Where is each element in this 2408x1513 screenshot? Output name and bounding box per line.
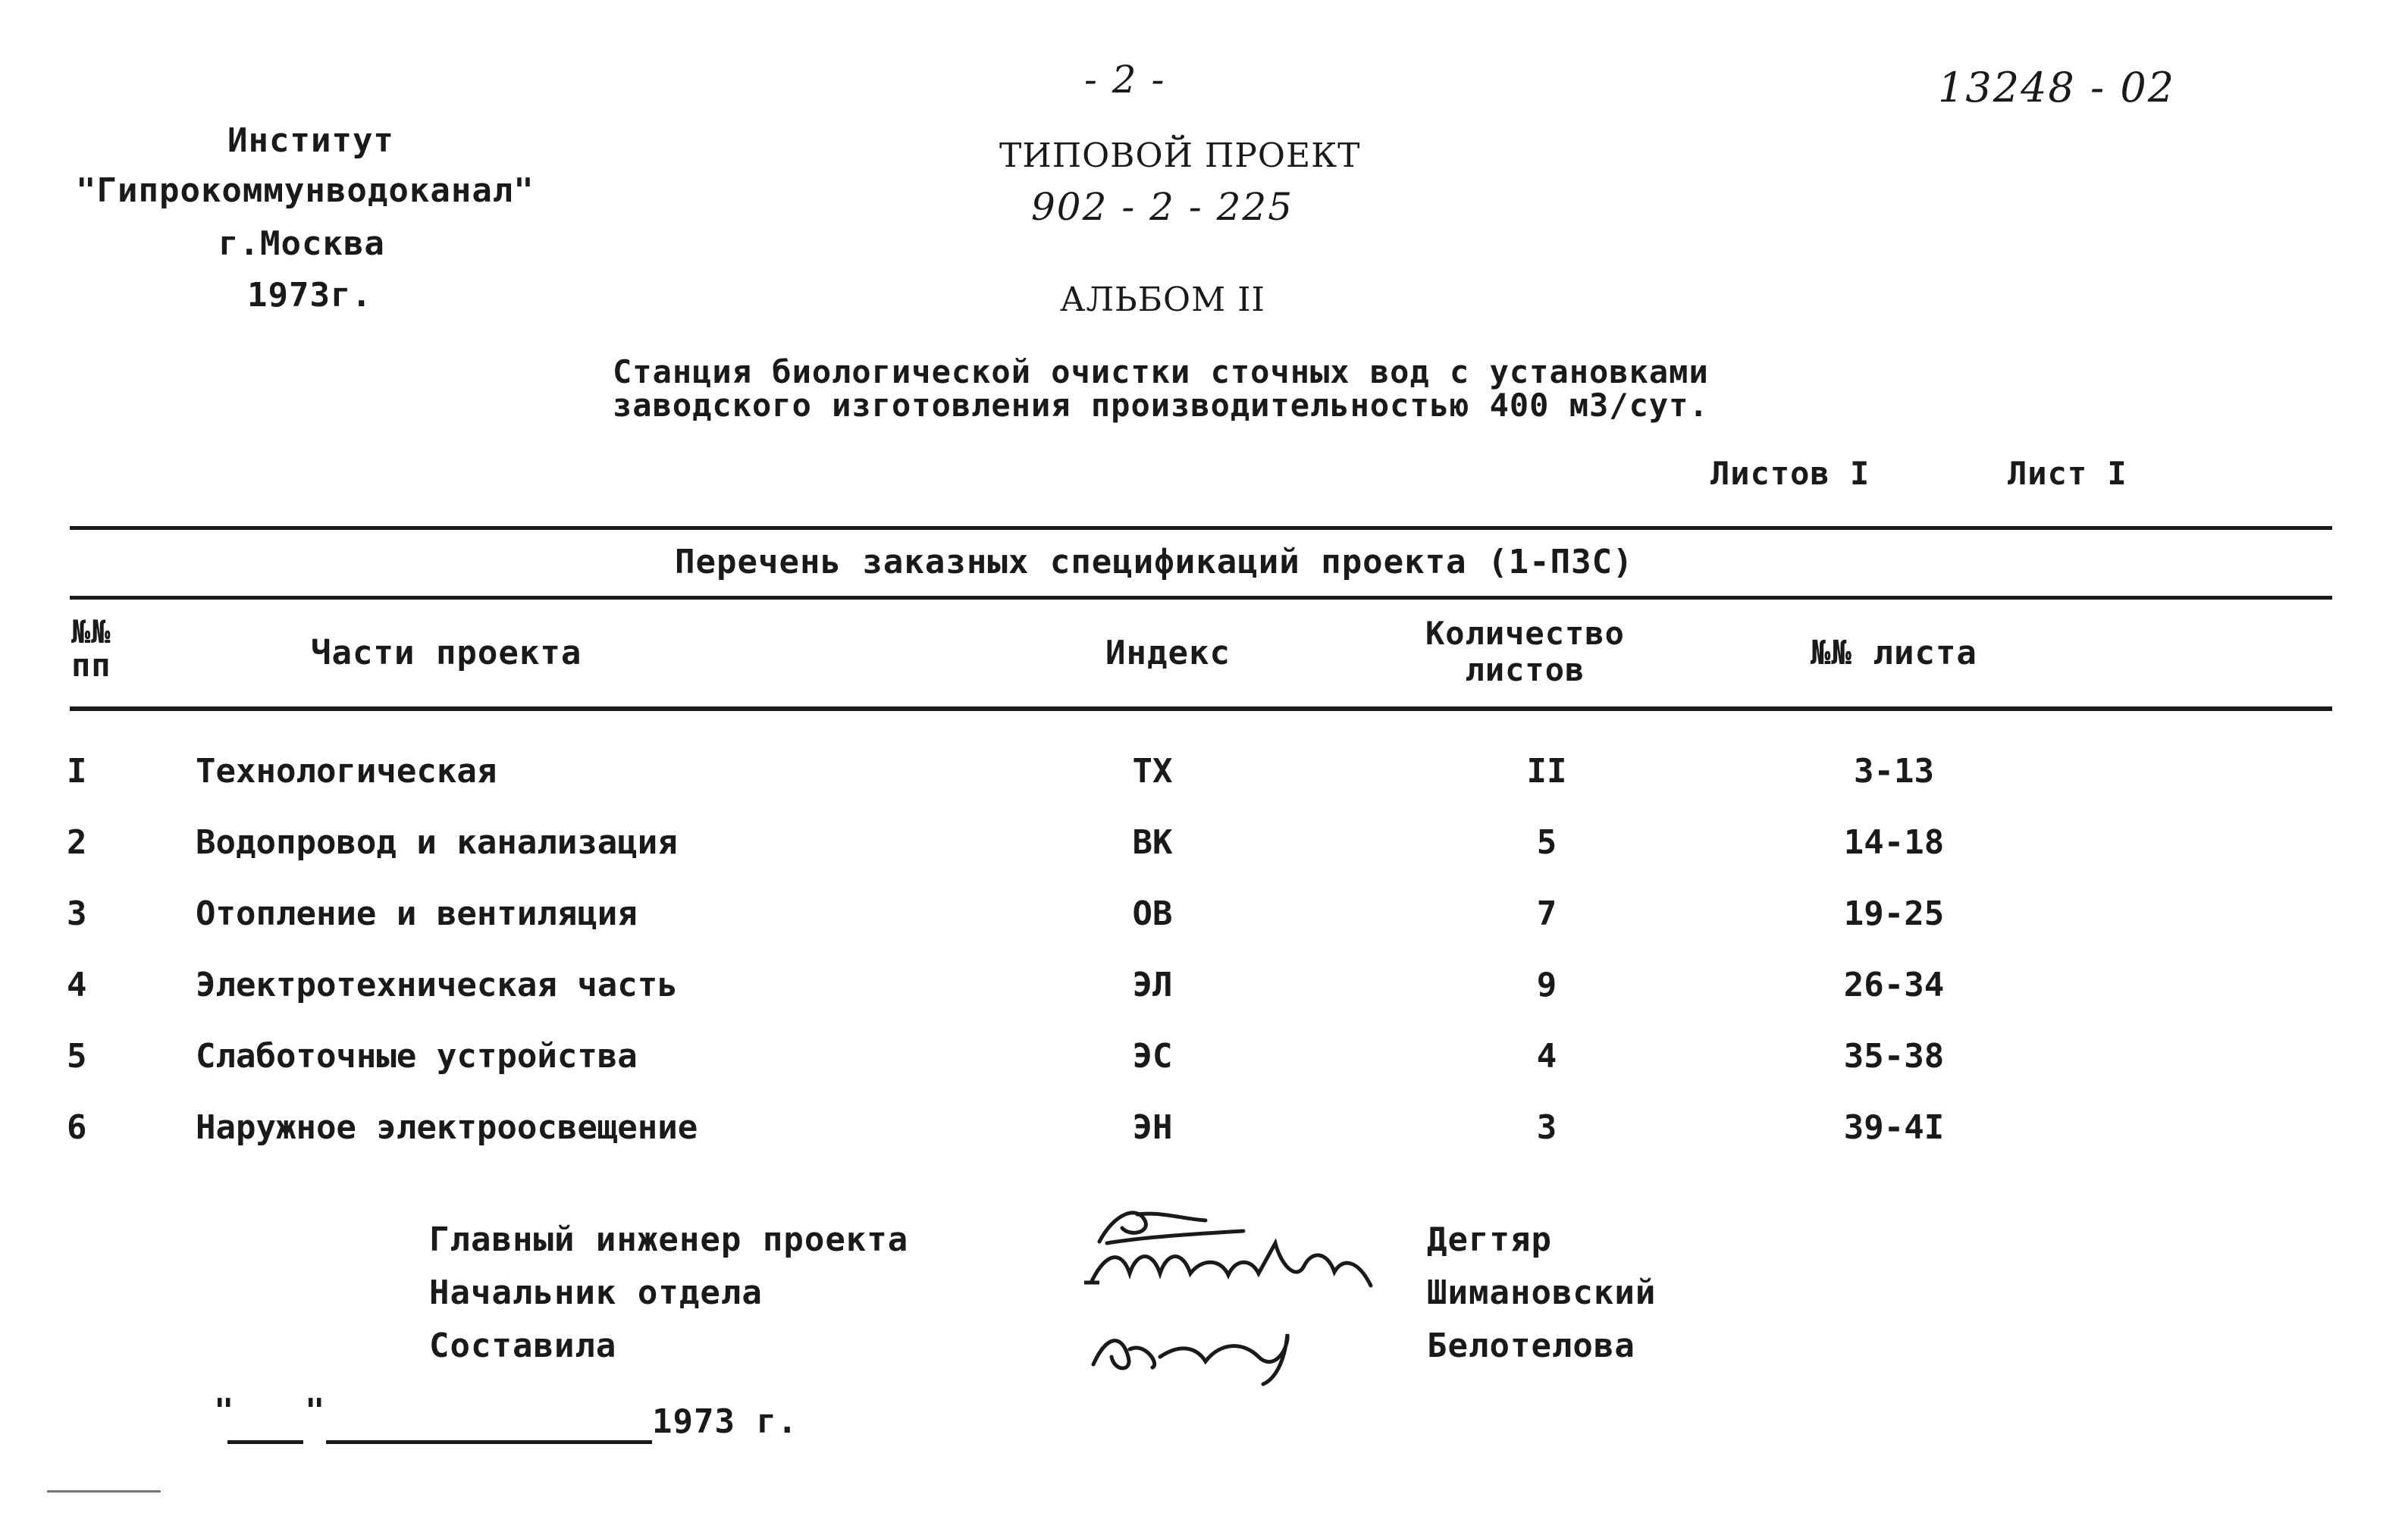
- title-line-2: заводского изготовления производительностью 400 м3/сут.: [613, 387, 1709, 424]
- table-caption: Перечень заказных спецификаций проекта (1-ПЗС): [675, 543, 1634, 581]
- row-part: Слаботочные устройства: [196, 1037, 638, 1076]
- sheets-total: Листов I: [1710, 455, 1870, 492]
- institute-org: "Гипрокоммунводоканал": [76, 171, 535, 210]
- row-part: Электротехническая часть: [196, 966, 678, 1004]
- col-header-count: Количество листов: [1425, 615, 1625, 688]
- date-month-blank: [326, 1440, 652, 1444]
- page-number: - 2 -: [1084, 58, 1166, 102]
- handwritten-signature-department-head: [1077, 1228, 1380, 1304]
- date-day-blank: [227, 1440, 303, 1444]
- title-line-1: Станция биологической очистки сточных вод с установками: [613, 353, 1709, 390]
- signature-name-compiler: Белотелова: [1427, 1327, 1635, 1365]
- row-number: 4: [67, 966, 87, 1004]
- row-part: Наружное электроосвещение: [196, 1108, 698, 1147]
- signature-name-department-head: Шимановский: [1427, 1273, 1657, 1312]
- institute-city: г.Москва: [218, 224, 385, 263]
- row-number: 3: [67, 894, 87, 933]
- row-number: I: [67, 752, 87, 791]
- date-year: 1973 г.: [652, 1402, 798, 1441]
- signature-role-chief-engineer: Главный инженер проекта: [429, 1220, 909, 1259]
- institute-year: 1973г.: [247, 276, 372, 315]
- handwritten-signature-compiler: [1084, 1319, 1312, 1387]
- row-number: 5: [67, 1037, 87, 1076]
- signature-name-chief-engineer: Дегтяр: [1427, 1220, 1552, 1259]
- col-header-no: №№ пп: [71, 613, 111, 684]
- row-part: Водопровод и канализация: [196, 823, 678, 862]
- table-rule-top: [70, 526, 2332, 530]
- row-number: 6: [67, 1108, 87, 1147]
- date-quote-open: ": [214, 1392, 235, 1430]
- table-rule-header: [70, 706, 2332, 711]
- corner-rule: [47, 1490, 161, 1493]
- signature-role-compiler: Составила: [429, 1327, 617, 1365]
- sheet-number: Лист I: [2008, 455, 2127, 492]
- col-header-index: Индекс: [1105, 634, 1231, 672]
- archive-number: 13248 - 02: [1938, 64, 2176, 111]
- col-header-sheets: №№ листа: [1811, 634, 1977, 672]
- album-label: АЛЬБОМ II: [1060, 280, 1265, 319]
- table-rule-caption: [70, 596, 2332, 600]
- signature-role-department-head: Начальник отдела: [429, 1273, 763, 1312]
- project-number: 902 - 2 - 225: [1031, 185, 1294, 229]
- row-part: Технологическая: [196, 752, 497, 791]
- row-part: Отопление и вентиляция: [196, 894, 638, 933]
- institute-name: Институт: [227, 121, 394, 160]
- project-type: ТИПОВОЙ ПРОЕКТ: [999, 136, 1361, 175]
- row-number: 2: [67, 823, 87, 862]
- date-quote-close: ": [305, 1392, 326, 1430]
- col-header-part: Части проекта: [311, 634, 582, 672]
